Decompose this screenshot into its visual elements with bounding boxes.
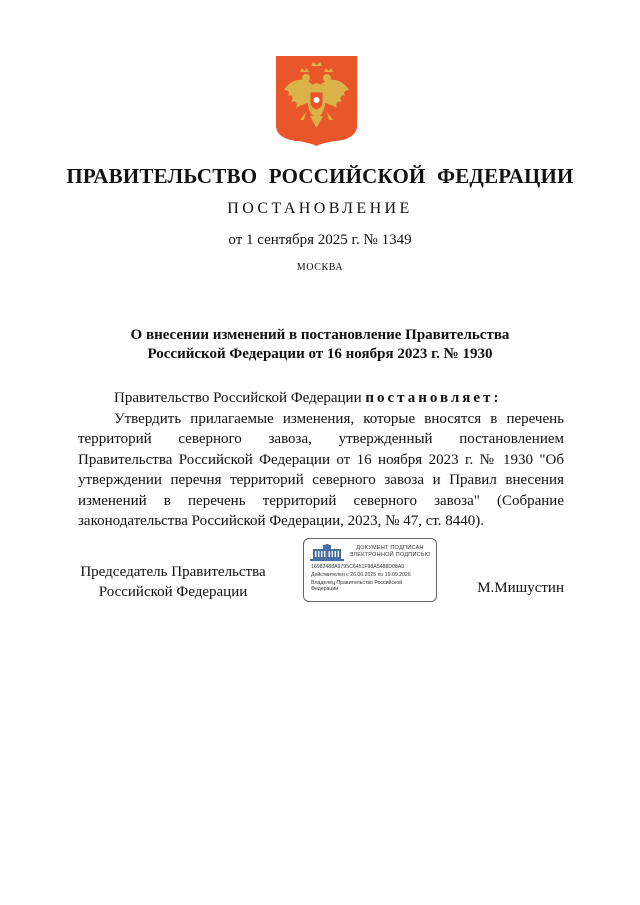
title-word: ПРАВИТЕЛЬСТВО — [66, 164, 258, 188]
subject-line: Российской Федерации от 16 ноября 2023 г. № 1930 — [147, 346, 493, 362]
stamp-title-line: ЭЛЕКТРОННОЙ ПОДПИСЬЮ — [349, 552, 431, 558]
body-paragraph: Утвердить прилагаемые изменения, которые вносятся в перечень территорий северного завоза, утвержденный постановлением Правительства Российской Федерации от 16 ноября 2023 г. № 1930 "Об утверждении перечня территорий северного завоза и Правил внесения изменений в перечень территорий северного завоза" (Собрание законодательства Российской Федерации, 2023, № 47, ст. 8440). — [78, 410, 564, 529]
title-word: РОССИЙСКОЙ — [268, 164, 426, 188]
coat-of-arms-icon — [276, 56, 357, 146]
stamp-title — [346, 545, 434, 559]
document-body — [78, 388, 564, 532]
signer-position-line: Председатель Правительства — [80, 564, 266, 580]
subject-line: О внесении изменений в постановление Правительства — [130, 327, 510, 343]
decree-intro — [78, 388, 564, 409]
decree-intro-text: Правительство Российской Федерации — [114, 390, 362, 406]
signer-position — [78, 562, 268, 602]
document-subject — [0, 326, 640, 364]
government-building-icon — [310, 544, 344, 561]
title-word: ФЕДЕРАЦИИ — [436, 164, 574, 188]
stamp-certificate: 16982488A9795C6451F98A5488D08A9 — [311, 564, 405, 570]
decree-word: постановляет: — [365, 390, 502, 406]
government-title — [0, 164, 640, 189]
signer-position-line: Российской Федерации — [98, 584, 248, 600]
stamp-owner: Федерации — [311, 586, 339, 592]
electronic-signature-stamp — [303, 538, 437, 602]
city: МОСКВА — [296, 262, 344, 273]
document-date: от 1 сентября 2025 г. № 1349 — [228, 232, 412, 248]
document-type: ПОСТАНОВЛЕНИЕ — [227, 200, 413, 217]
stamp-title-line: ДОКУМЕНТ ПОДПИСАН — [356, 545, 424, 551]
stamp-owner: Владелец Правительство Российской — [311, 580, 403, 586]
signer-name: М.Мишустин — [477, 580, 564, 596]
stamp-validity: Действителен с 26.06.2025 по 19.09.2026 — [311, 572, 411, 578]
